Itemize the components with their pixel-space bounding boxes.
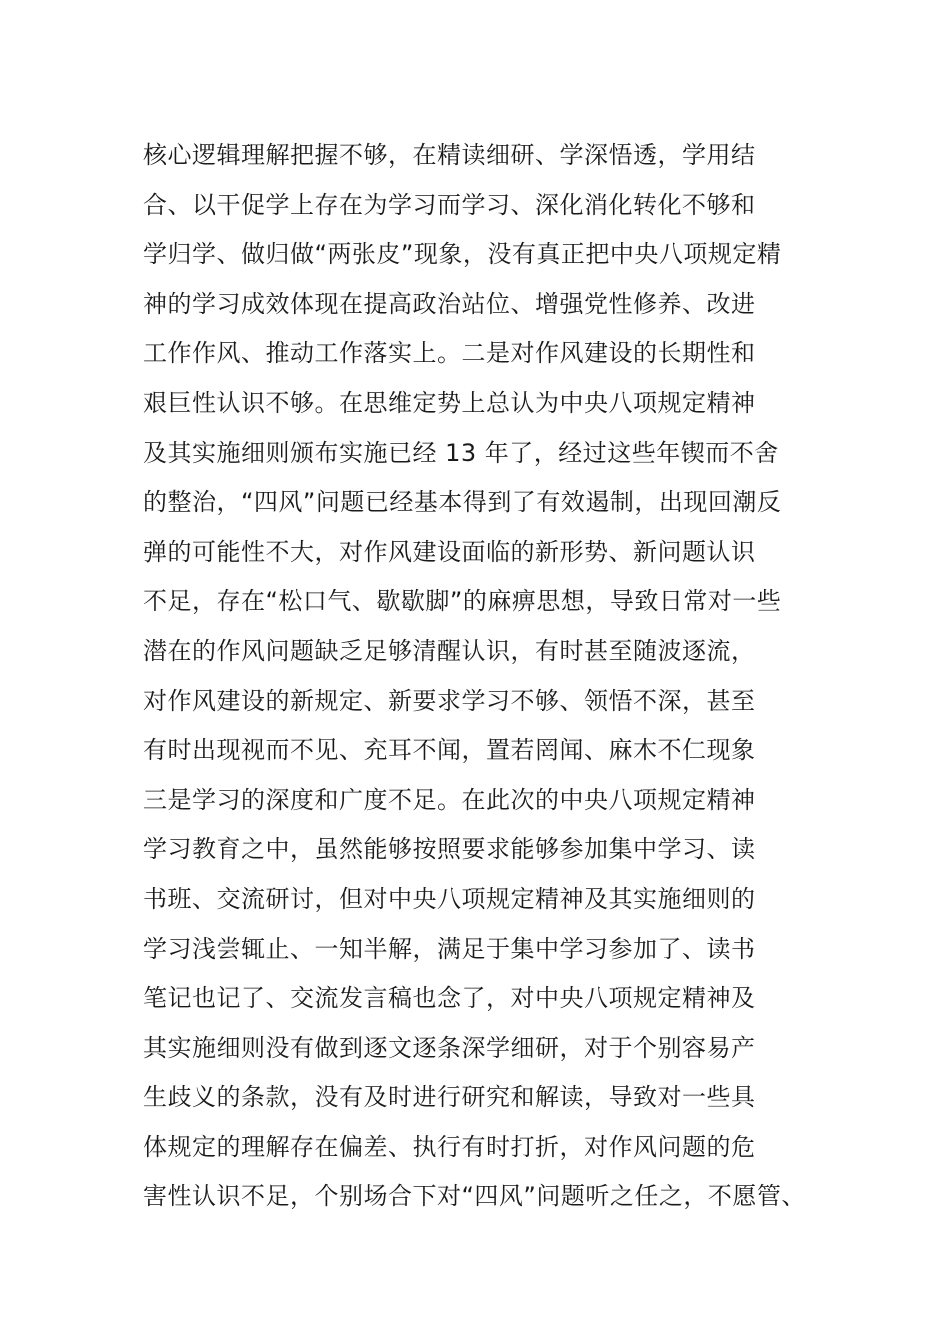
- text-line: 笔记也记了、交流发言稿也念了，对中央八项规定精神及: [143, 984, 756, 1013]
- text-line: 学习教育之中，虽然能够按照要求能够参加集中学习、读: [143, 835, 756, 864]
- text-line: 艰巨性认识不够。在思维定势上总认为中央八项规定精神: [143, 388, 756, 417]
- text-line: 害性认识不足，个别场合下对“四风”问题听之任之，不愿管、: [143, 1182, 806, 1211]
- text-line: 核心逻辑理解把握不够，在精读细研、学深悟透，学用结: [143, 141, 756, 169]
- text-line: 学归学、做归做“两张皮”现象，没有真正把中央八项规定精: [143, 240, 782, 269]
- text-line: 的整治，“四风”问题已经基本得到了有效遏制，出现回潮反: [143, 488, 782, 517]
- text-line: 对作风建设的新规定、新要求学习不够、领悟不深，甚至: [143, 686, 756, 715]
- body-text: [143, 131, 843, 1222]
- text-line: 不足，存在“松口气、歇歇脚”的麻痹思想，导致日常对一些: [143, 587, 782, 616]
- text-line: 潜在的作风问题缺乏足够清醒认识，有时甚至随波逐流，: [143, 636, 756, 665]
- text-line: 及其实施细则颁布实施已经 13 年了，经过这些年锲而不舍: [143, 438, 779, 467]
- text-line: 生歧义的条款，没有及时进行研究和解读，导致对一些具: [143, 1083, 756, 1112]
- text-line: 书班、交流研讨，但对中央八项规定精神及其实施细则的: [143, 884, 756, 913]
- text-line: 弹的可能性不大，对作风建设面临的新形势、新问题认识: [143, 537, 756, 566]
- text-line: 体规定的理解存在偏差、执行有时打折，对作风问题的危: [143, 1132, 756, 1161]
- text-line: 学习浅尝辄止、一知半解，满足于集中学习参加了、读书: [143, 934, 756, 963]
- text-line: 有时出现视而不见、充耳不闻，置若罔闻、麻木不仁现象: [143, 736, 756, 765]
- text-line: 神的学习成效体现在提高政治站位、增强党性修养、改进: [143, 289, 756, 318]
- text-line: 工作作风、推动工作落实上。二是对作风建设的长期性和: [143, 339, 756, 368]
- text-line: 其实施细则没有做到逐文逐条深学细研，对于个别容易产: [143, 1033, 756, 1062]
- text-line: 合、以干促学上存在为学习而学习、深化消化转化不够和: [143, 190, 756, 219]
- text-line: 三是学习的深度和广度不足。在此次的中央八项规定精神: [143, 785, 756, 814]
